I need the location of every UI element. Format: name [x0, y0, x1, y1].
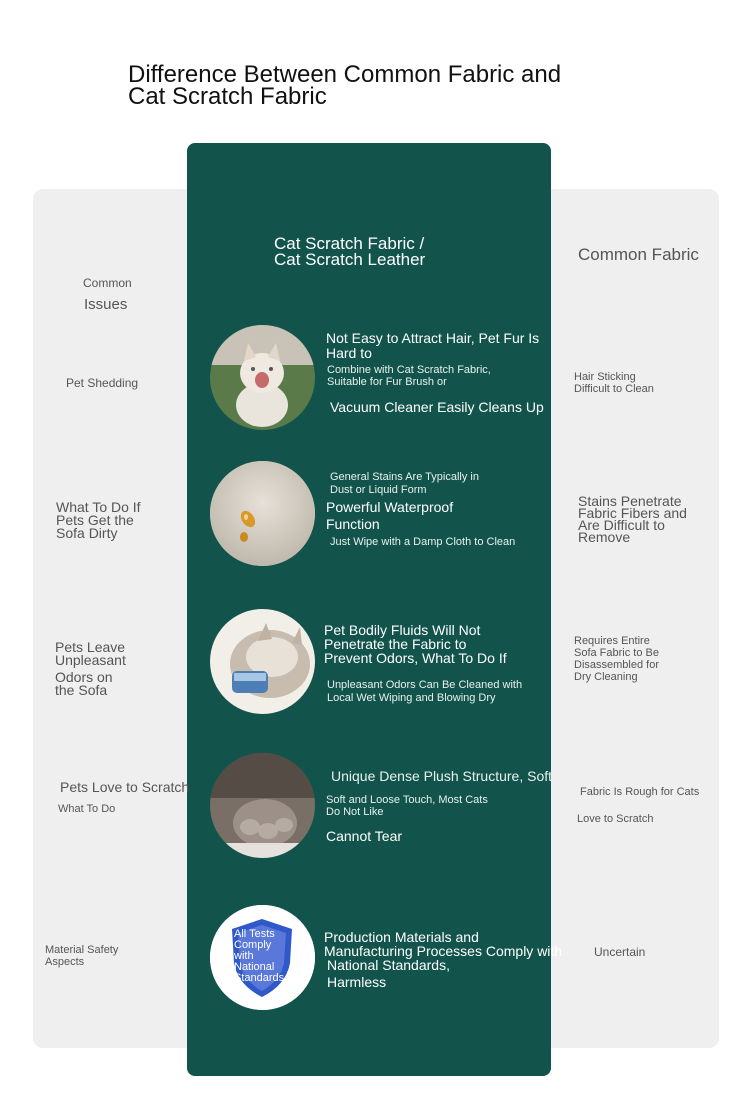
common-row5: Uncertain [594, 945, 646, 959]
kitten-photo [210, 325, 315, 430]
left-header-line1: Common [83, 276, 132, 290]
common-row4-line2: Love to Scratch [577, 813, 654, 825]
page-title-line1: Difference Between Common Fabric and [128, 61, 562, 88]
issue-scratching-line2: What To Do [58, 803, 116, 815]
center-row4-main-top: Unique Dense Plush Structure, Soft [331, 768, 553, 784]
issue-sofa-dirty: What To Do If Pets Get the Sofa Dirty [56, 499, 141, 541]
cat-eating-photo [210, 609, 315, 714]
center-row2-small: Just Wipe with a Damp Cloth to Clean [330, 536, 516, 548]
center-row3-main: Pet Bodily Fluids Will Not Penetrate the Fabric to Prevent Odors, What To Do If [324, 622, 507, 666]
common-row4-line1: Fabric Is Rough for Cats [580, 786, 700, 798]
center-row4-small: Soft and Loose Touch, Most Cats Do Not Like [326, 794, 488, 818]
center-row5-main: Production Materials and Manufacturing Processes Comply with National Standards, Harmless [324, 929, 563, 990]
center-header: Cat Scratch Fabric / Cat Scratch Leather [274, 234, 426, 269]
cat-paw-photo [210, 753, 315, 858]
center-row4-main: Cannot Tear [326, 828, 403, 844]
center-row3-small: Unpleasant Odors Can Be Cleaned with Local Wet Wiping and Blowing Dry [327, 679, 523, 704]
issue-pet-shedding: Pet Shedding [66, 376, 139, 390]
common-row2: Stains Penetrate Fabric Fibers and Are Difficult to Remove [578, 493, 687, 545]
center-row2-small-top: General Stains Are Typically in Dust or Liquid Form [330, 471, 479, 496]
issue-odors: Pets Leave Unpleasant Odors on the Sofa [55, 639, 126, 698]
center-row1-main: Not Easy to Attract Hair, Pet Fur Is Hard to [326, 330, 540, 361]
center-row1-extra: Vacuum Cleaner Easily Cleans Up [330, 399, 544, 415]
shield-badge-icon [210, 905, 315, 1010]
shield-badge-text: All Tests Comply with National Standards [234, 928, 285, 984]
common-row1: Hair Sticking Difficult to Clean [574, 371, 654, 395]
issue-material-safety: Material Safety Aspects [45, 944, 119, 968]
center-row2-main: Powerful Waterproof Function [326, 499, 454, 532]
issue-scratching-line1: Pets Love to Scratch [60, 779, 190, 795]
page-title-line2: Cat Scratch Fabric [128, 83, 327, 110]
page-title [128, 61, 648, 110]
water-drop-photo [210, 461, 315, 566]
center-row1-small: Combine with Cat Scratch Fabric, Suitable for Fur Brush or [327, 364, 491, 388]
right-header: Common Fabric [578, 245, 699, 264]
common-row3: Requires Entire Sofa Fabric to Be Disassembled for Dry Cleaning [574, 635, 659, 683]
left-header-line2: Issues [84, 296, 128, 313]
